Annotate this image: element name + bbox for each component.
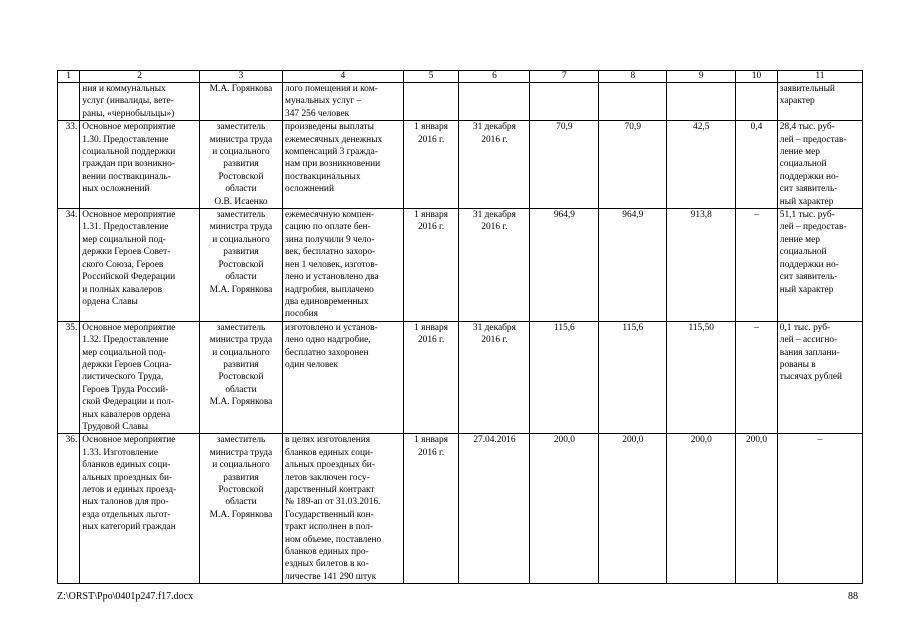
note-cell: – bbox=[777, 434, 862, 584]
start-date-cell: 1 января 2016 г. bbox=[403, 434, 459, 584]
row-number: 36. bbox=[58, 434, 80, 584]
result-cell: изготовлено и установ- лено одно надгробие, бесплатно захоронен один человек bbox=[283, 321, 404, 434]
event-cell: Основное мероприятие 1.32. Предоставление мер социальной под- держки Героев Социа- листического Труда, Героев Труда Россий- ской Федерации и пол- ных кавалеров ордена Трудовой Славы bbox=[80, 321, 200, 434]
contracted-cell: – bbox=[736, 209, 778, 322]
table-row bbox=[58, 121, 863, 209]
event-cell: ния и коммунальных услуг (инвалиды, вете- раны, «чернобыльцы») bbox=[80, 83, 200, 121]
result-cell: ежемесячную компен- сацию по оплате бен- зина получили 9 чело- век, бесплатно захоро- нен 1 человек, изготов- лено и установлено два надгробия, выплачено два единовременных пособия bbox=[283, 209, 404, 322]
actual-cell: 115,50 bbox=[667, 321, 736, 434]
column-number: 7 bbox=[530, 71, 599, 83]
result-cell: произведены выплаты ежемесячных денежных компенсаций 3 гражда- нам при возникновении поствакцинальных осложнений bbox=[283, 121, 404, 209]
column-number: 10 bbox=[736, 71, 778, 83]
plan-cell bbox=[530, 83, 599, 121]
actual-cell: 913,8 bbox=[667, 209, 736, 322]
responsible-cell: М.А. Горянкова bbox=[199, 83, 282, 121]
plan-cell: 964,9 bbox=[530, 209, 599, 322]
end-date-cell: 31 декабря 2016 г. bbox=[459, 209, 530, 322]
page-number: 88 bbox=[848, 591, 858, 602]
column-number: 11 bbox=[777, 71, 862, 83]
end-date-cell: 31 декабря 2016 г. bbox=[459, 121, 530, 209]
table-row bbox=[58, 434, 863, 584]
event-cell: Основное мероприятие 1.33. Изготовление бланков единых соци- альных проездных би- летов и единых проезд- ных талонов для про- езда отдельных льгот- ных категорий граждан bbox=[80, 434, 200, 584]
budget-cell: 964,9 bbox=[599, 209, 667, 322]
end-date-cell: 27.04.2016 bbox=[459, 434, 530, 584]
start-date-cell: 1 января 2016 г. bbox=[403, 209, 459, 322]
contracted-cell: 200,0 bbox=[736, 434, 778, 584]
end-date-cell bbox=[459, 83, 530, 121]
plan-cell: 115,6 bbox=[530, 321, 599, 434]
note-cell: 51,1 тыс. руб- лей – предостав- ление мер социальной поддержки но- сит заявитель- ный характер bbox=[777, 209, 862, 322]
responsible-cell: заместитель министра труда и социального развития Ростовской области М.А. Горянкова bbox=[199, 209, 282, 322]
contracted-cell: – bbox=[736, 321, 778, 434]
responsible-cell: заместитель министра труда и социального развития Ростовской области М.А. Горянкова bbox=[199, 321, 282, 434]
note-cell: 28,4 тыс. руб- лей – предостав- ление мер социальной поддержки но- сит заявитель- ный характер bbox=[777, 121, 862, 209]
row-number: 33. bbox=[58, 121, 80, 209]
event-cell: Основное мероприятие 1.31. Предоставление мер социальной под- держки Героев Совет- ского Союза, Героев Российской Федерации и полных кавалеров ордена Славы bbox=[80, 209, 200, 322]
note-cell: заявительный характер bbox=[777, 83, 862, 121]
end-date-cell: 31 декабря 2016 г. bbox=[459, 321, 530, 434]
budget-cell: 70,9 bbox=[599, 121, 667, 209]
result-cell: в целях изготовления бланков единых соци- альных проездных би- летов заключен госу- дарственный контракт № 189-ап от 31.03.2016. Государственный кон- тракт исполнен в пол- ном объеме, поставлено бланков единых про- ездных билетов в ко- личестве 141 290 штук bbox=[283, 434, 404, 584]
column-number: 1 bbox=[58, 71, 80, 83]
column-number: 4 bbox=[283, 71, 404, 83]
report-table bbox=[57, 70, 863, 584]
contracted-cell bbox=[736, 83, 778, 121]
budget-cell: 115,6 bbox=[599, 321, 667, 434]
note-cell: 0,1 тыс. руб- лей – ассигно- вания заплани- рованы в тысячах рублей bbox=[777, 321, 862, 434]
table-row bbox=[58, 321, 863, 434]
column-number: 6 bbox=[459, 71, 530, 83]
column-number: 5 bbox=[403, 71, 459, 83]
table-row bbox=[58, 209, 863, 322]
responsible-cell: заместитель министра труда и социального развития Ростовской области О.В. Исаенко bbox=[199, 121, 282, 209]
actual-cell: 42,5 bbox=[667, 121, 736, 209]
actual-cell: 200,0 bbox=[667, 434, 736, 584]
row-number: 34. bbox=[58, 209, 80, 322]
result-cell: лого помещения и ком- мунальных услуг – 347 256 человек bbox=[283, 83, 404, 121]
plan-cell: 70,9 bbox=[530, 121, 599, 209]
file-path: Z:\ORST\Ppo\0401p247.f17.docx bbox=[57, 591, 194, 602]
start-date-cell: 1 января 2016 г. bbox=[403, 321, 459, 434]
column-number: 3 bbox=[199, 71, 282, 83]
actual-cell bbox=[667, 83, 736, 121]
event-cell: Основное мероприятие 1.30. Предоставление социальной поддержки граждан при возникно- вении поствакциналь- ных осложнений bbox=[80, 121, 200, 209]
column-number-row bbox=[58, 71, 863, 83]
responsible-cell: заместитель министра труда и социального развития Ростовской области М.А. Горянкова bbox=[199, 434, 282, 584]
start-date-cell: 1 января 2016 г. bbox=[403, 121, 459, 209]
column-number: 9 bbox=[667, 71, 736, 83]
column-number: 8 bbox=[599, 71, 667, 83]
budget-cell bbox=[599, 83, 667, 121]
row-number: 35. bbox=[58, 321, 80, 434]
column-number: 2 bbox=[80, 71, 200, 83]
start-date-cell bbox=[403, 83, 459, 121]
plan-cell: 200,0 bbox=[530, 434, 599, 584]
table-row bbox=[58, 83, 863, 121]
budget-cell: 200,0 bbox=[599, 434, 667, 584]
row-number bbox=[58, 83, 80, 121]
contracted-cell: 0,4 bbox=[736, 121, 778, 209]
